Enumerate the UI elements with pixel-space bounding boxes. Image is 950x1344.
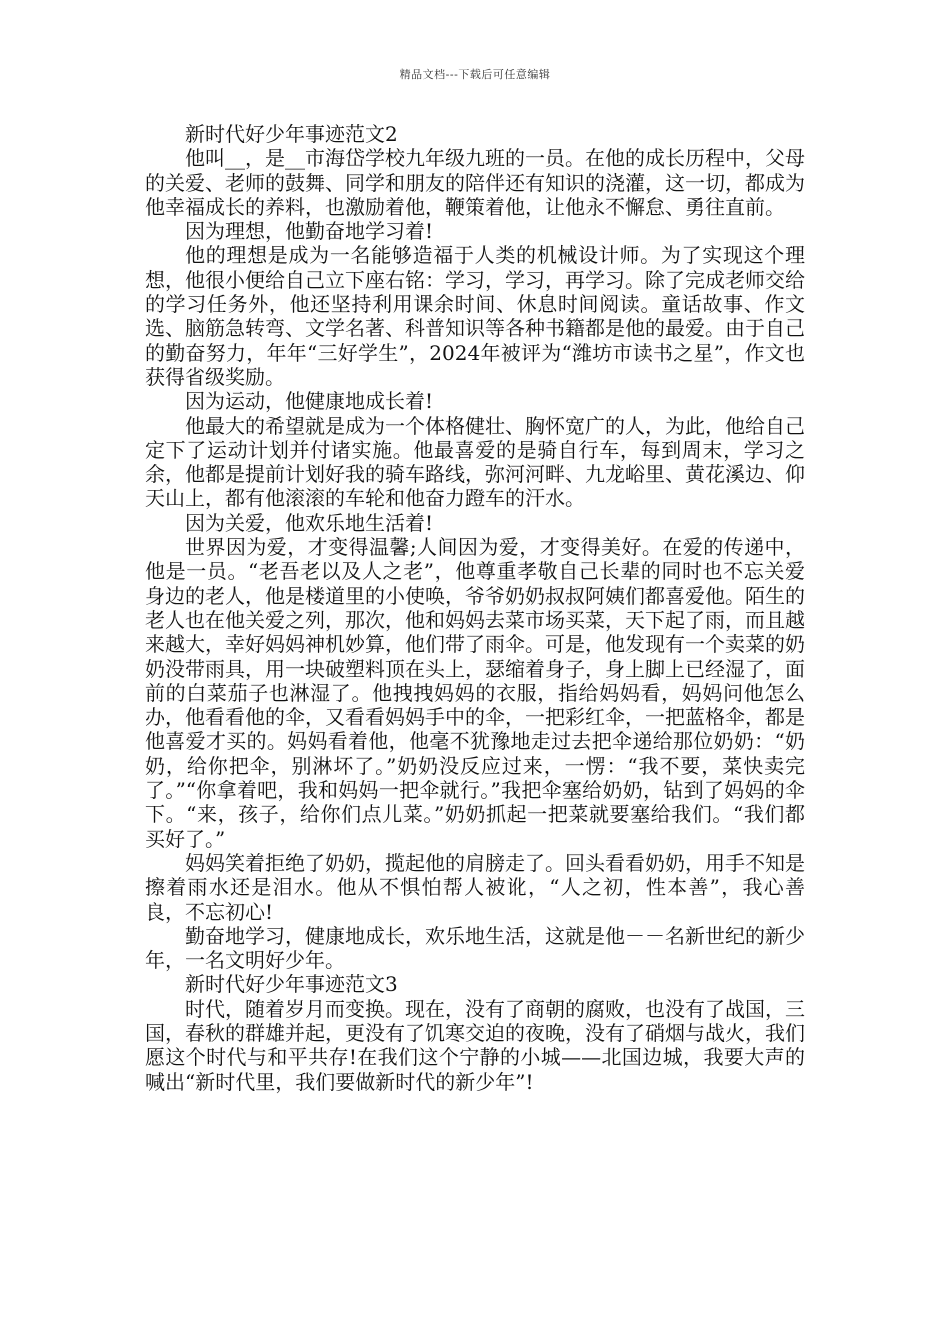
paragraph: 勤奋地学习，健康地成长，欢乐地生活，这就是他－－名新世纪的新少年，一名文明好少年。	[145, 923, 805, 973]
page-header: 精品文档---下载后可任意编辑	[399, 68, 551, 81]
paragraph-heading: 因为理想，他勤奋地学习着!	[185, 219, 434, 244]
paragraph: 时代，随着岁月而变换。现在，没有了商朝的腐败，也没有了战国，三国，春秋的群雄并起，更没有了饥寒交迫的夜晚，没有了硝烟与战火，我们愿这个时代与和平共存!在我们这个宁静的小城——北国边城，我要大声的喊出“新时代里，我们要做新时代的新少年”!	[145, 996, 805, 1094]
section-title: 新时代好少年事迹范文2	[185, 122, 398, 146]
paragraph: 他叫__，是__市海岱学校九年级九班的一员。在他的成长历程中，父母的关爱、老师的鼓舞、同学和朋友的陪伴还有知识的浇灌，这一切，都成为他幸福成长的养料，也激励着他，鞭策着他，让他永不懈怠、勇往直前。	[145, 146, 805, 219]
section-title: 新时代好少年事迹范文3	[185, 972, 398, 997]
paragraph: 他的理想是成为一名能够造福于人类的机械设计师。为了实现这个理想，他很小便给自己立下座右铭：学习，学习，再学习。除了完成老师交给的学习任务外，他还坚持利用课余时间、休息时间阅读。童话故事、作文选、脑筋急转弯、文学名著、科普知识等各种书籍都是他的最爱。由于自己的勤奋努力，年年“三好学生”，2024年被评为“潍坊市读书之星”，作文也获得省级奖励。	[145, 243, 805, 389]
document-body	[145, 122, 805, 1094]
paragraph: 世界因为爱，才变得温馨;人间因为爱，才变得美好。在爱的传递中，他是一员。“老吾老以及人之老”，他尊重孝敬自己长辈的同时也不忘关爱身边的老人，他是楼道里的小使唤，爷爷奶奶叔叔阿姨们都喜爱他。陌生的老人也在他关爱之列，那次，他和妈妈去菜市场买菜，天下起了雨，而且越来越大，幸好妈妈神机妙算，他们带了雨伞。可是，他发现有一个卖菜的奶奶没带雨具，用一块破塑料顶在头上，瑟缩着身子，身上脚上已经湿了，面前的白菜茄子也淋湿了。他拽拽妈妈的衣服，指给妈妈看，妈妈问他怎么办，他看看他的伞，又看看妈妈手中的伞，一把彩红伞，一把蓝格伞，都是他喜爱才买的。妈妈看着他，他毫不犹豫地走过去把伞递给那位奶奶：“奶奶，给你把伞，别淋坏了。”奶奶没反应过来，一愣：“我不要，菜快卖完了。”“你拿着吧，我和妈妈一把伞就行。”我把伞塞给奶奶，钻到了妈妈的伞下。“来，孩子，给你们点儿菜。”奶奶抓起一把菜就要塞给我们。“我们都买好了。”	[145, 535, 805, 851]
paragraph: 妈妈笑着拒绝了奶奶，揽起他的肩膀走了。回头看看奶奶，用手不知是擦着雨水还是泪水。他从不惧怕帮人被讹，“人之初，性本善”，我心善良，不忘初心!	[145, 850, 805, 924]
paragraph-heading: 因为关爱，他欢乐地生活着!	[185, 510, 434, 535]
paragraph-heading: 因为运动，他健康地成长着!	[185, 389, 434, 414]
paragraph: 他最大的希望就是成为一个体格健壮、胸怀宽广的人，为此，他给自己定下了运动计划并付诸实施。他最喜爱的是骑自行车，每到周末，学习之余，他都是提前计划好我的骑车路线，弥河河畔、九龙峪里、黄花溪边、仰天山上，都有他滚滚的车轮和他奋力蹬车的汗水。	[145, 413, 805, 511]
